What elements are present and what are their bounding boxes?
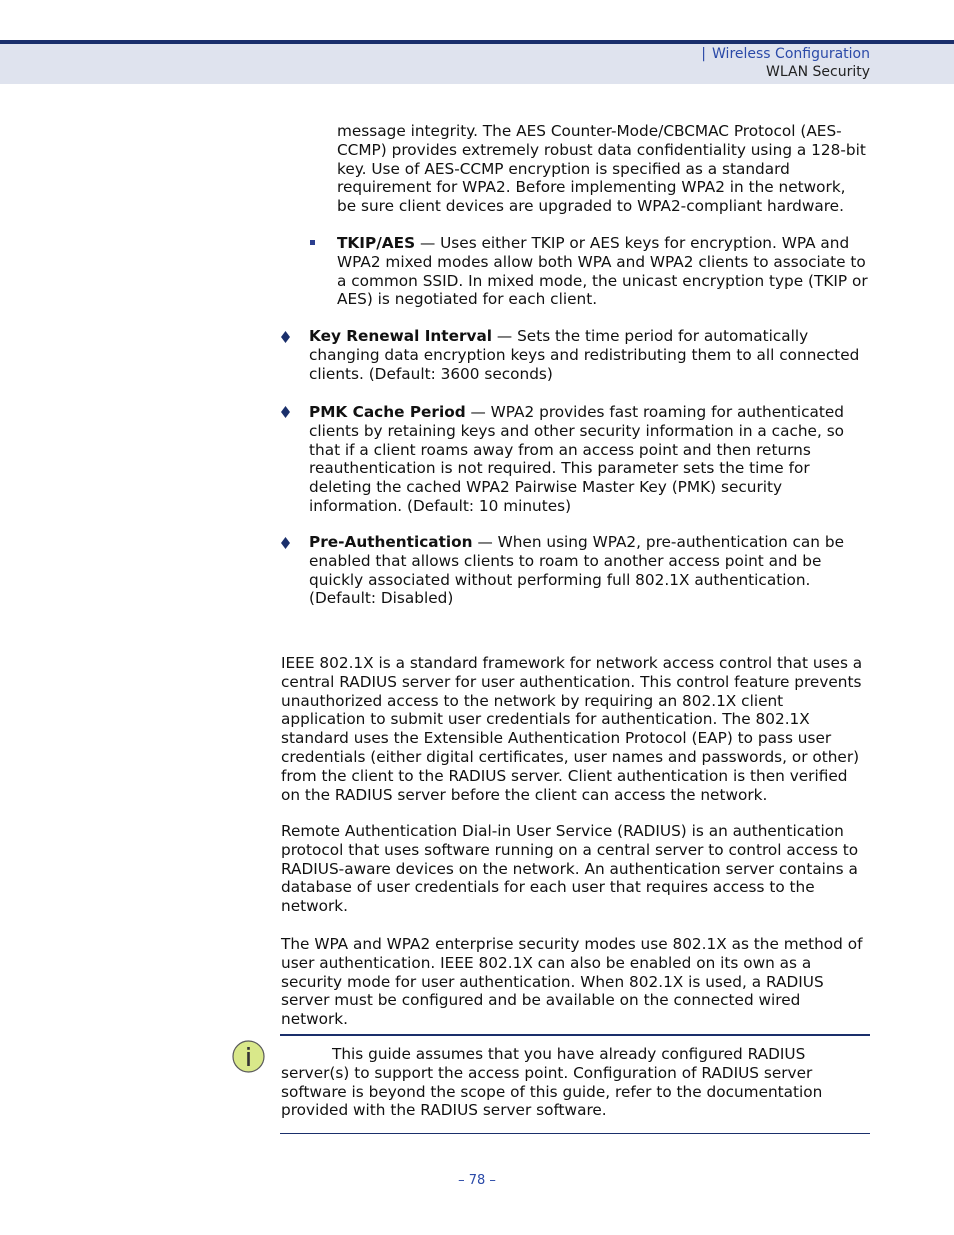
bullet-desc: — Sets the time period for automatically changing data encryption keys and redistributing them to all connected clients. (Default: 3600 seconds) [309, 327, 860, 383]
sub-bullet-tkip-aes [337, 234, 869, 309]
note-top-rule [280, 1034, 870, 1036]
header-separator: | [701, 46, 707, 62]
header-section-title: Wireless Configuration [712, 46, 870, 62]
bullet-pre-authentication [309, 533, 869, 608]
header-subsection: WLAN Security [766, 64, 870, 80]
diamond-bullet-icon [281, 537, 290, 549]
paragraph-radius: Remote Authentication Dial-in User Service (RADIUS) is an authentication protocol that uses software running on a central server to control access to RADIUS-aware devices on the network. An authentication server contains a database of user credentials for each user that requires access to the network. [281, 822, 859, 916]
paragraph-wpa-enterprise: The WPA and WPA2 enterprise security modes use 802.1X as the method of user authentication. IEEE 802.1X can also be enabled on its own as a security mode for user authentication. When 802.1X is used, a RADIUS server must be configured and be available on the connected wired network. [281, 935, 863, 1029]
paragraph-ieee-8021x: IEEE 802.1X is a standard framework for network access control that uses a central RADIUS server for user authentication. This control feature prevents unauthorized access to the network by requiring an 802.1X client application to submit user credentials for authentication. The 802.1X standard uses the Extensible Authentication Protocol (EAP) to pass user credentials (either digital certificates, user names and passwords, or other) from the client to the RADIUS server. Client authentication is then verified on the RADIUS server before the client can access the network. [281, 654, 863, 804]
bullet-term: PMK Cache Period [309, 403, 466, 421]
diamond-bullet-icon [281, 406, 290, 418]
note-text: This guide assumes that you have already configured RADIUS server(s) to support the access point. Configuration of RADIUS server software is beyond the scope of this guide, refer to the documentation provided with the RADIUS server software. [281, 1045, 823, 1120]
info-icon [232, 1040, 265, 1073]
sub-bullet-term: TKIP/AES [337, 234, 416, 252]
square-bullet-icon [310, 240, 315, 245]
note-bottom-rule [280, 1133, 870, 1134]
bullet-pmk-cache-period [309, 403, 869, 516]
continuation-paragraph: message integrity. The AES Counter-Mode/CBCMAC Protocol (AES-CCMP) provides extremely robust data confidentiality using a 128-bit key. Use of AES-CCMP encryption is specified as a standard requirement for WPA2. Before implementing WPA2 in the network, be sure client devices are upgraded to WPA2-compliant hardware. [337, 122, 866, 216]
bullet-key-renewal-interval [309, 327, 869, 383]
bullet-desc: — When using WPA2, pre-authentication can be enabled that allows clients to roam to another access point and be quickly associated without performing full 802.1X authentication. (Default: Disabled) [309, 533, 844, 608]
header-section [701, 46, 870, 62]
sub-bullet-desc: — Uses either TKIP or AES keys for encryption. WPA and WPA2 mixed modes allow both WPA and WPA2 clients to associate to a common SSID. In mixed mode, the unicast encryption type (TKIP or AES) is negotiated for each client. [337, 234, 868, 309]
bullet-term: Key Renewal Interval [309, 327, 493, 345]
bullet-desc: — WPA2 provides fast roaming for authenticated clients by retaining keys and other security information in a cache, so that if a client roams away from an access point and then returns reauthentication is not required. This parameter sets the time for deleting the cached WPA2 Pairwise Master Key (PMK) security information. (Default: 10 minutes) [309, 403, 845, 515]
page-number: – 78 – [458, 1173, 496, 1188]
diamond-bullet-icon [281, 331, 290, 343]
bullet-term: Pre-Authentication [309, 533, 473, 551]
